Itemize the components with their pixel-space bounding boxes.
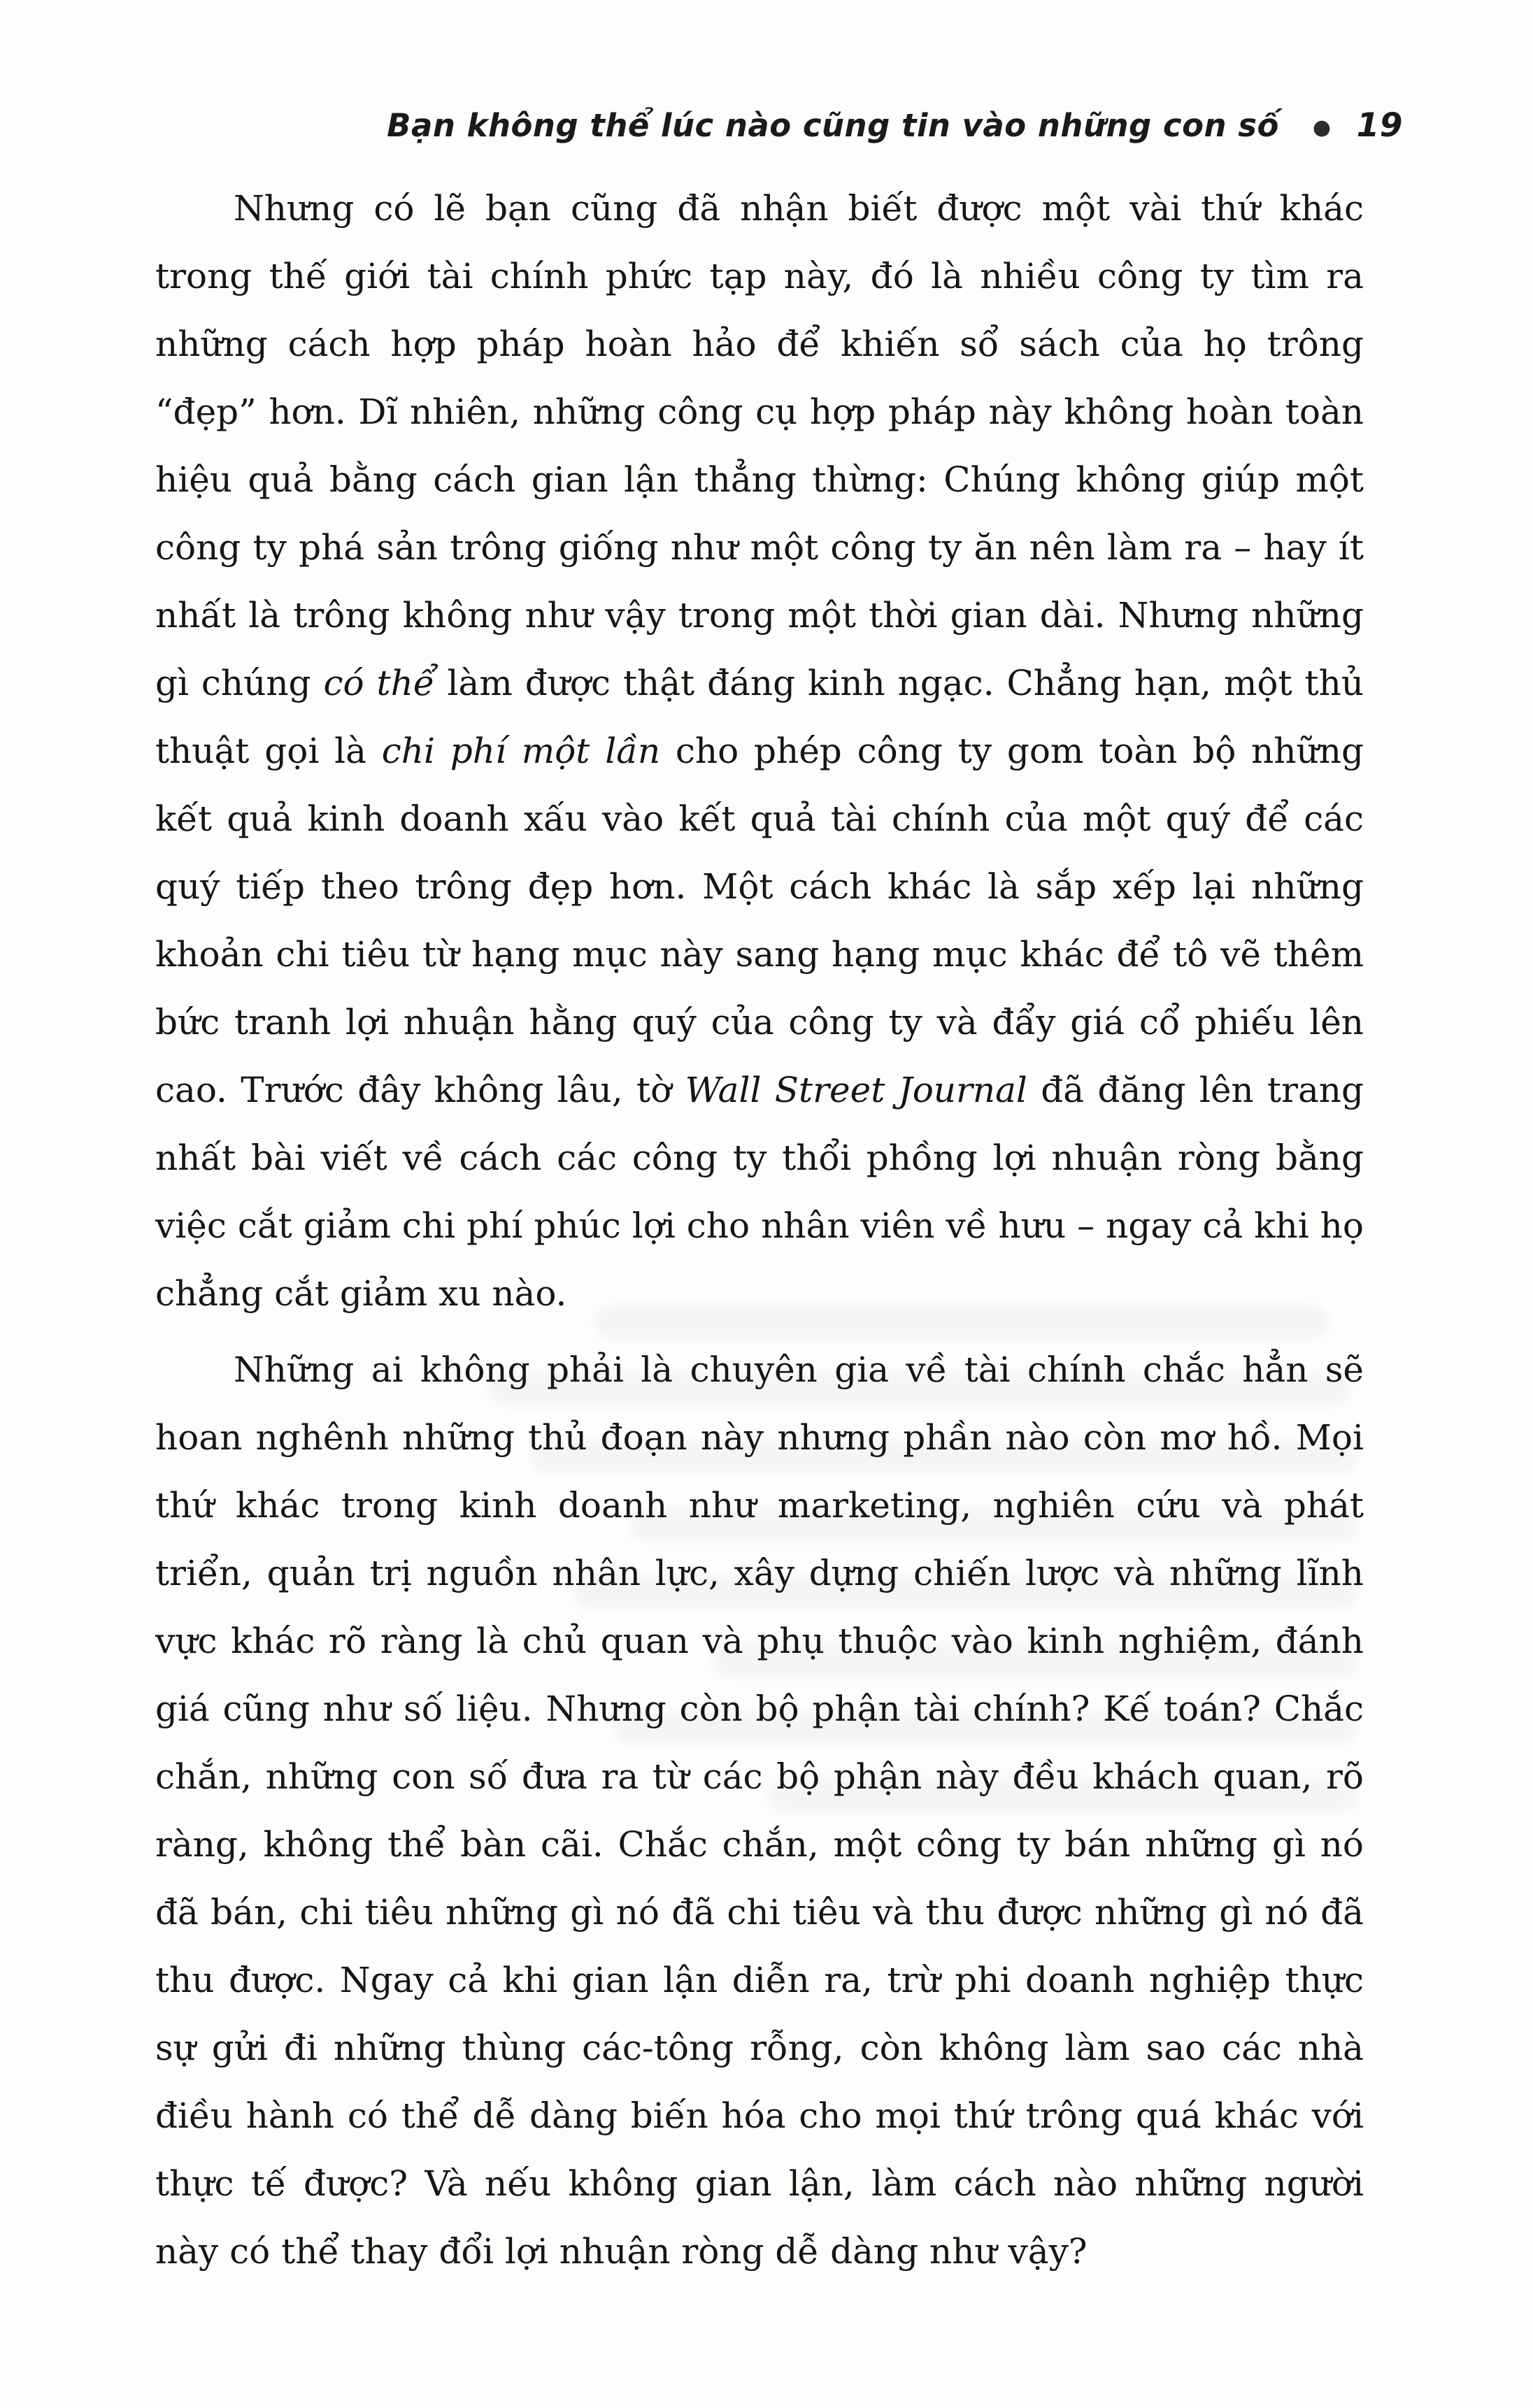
- page-header: [155, 106, 1403, 145]
- bullet-icon: ●: [1312, 115, 1332, 140]
- page-number: 19: [1356, 106, 1403, 145]
- page-body: [155, 175, 1364, 2286]
- text-run: Nhưng có lẽ bạn cũng đã nhận biết được một vài thứ khác trong thế giới tài chính phức tạp này, đó là nhiều công ty tìm ra những cách hợp pháp hoàn hảo để khiến sổ sách của họ trông “đẹp” hơn. Dĩ nhiên, những công cụ hợp pháp này không hoàn toàn hiệu quả bằng cách gian lận thẳng thừng: Chúng không giúp một công ty phá sản trông giống như một công ty ăn nên làm ra – hay ít nhất là trông không như vậy trong một thời gian dài. Nhưng những gì chúng: [155, 188, 1364, 703]
- paragraph: [155, 1336, 1364, 2286]
- text-run: làm được thật đáng kinh ngạc. Chẳng hạn, một thủ thuật gọi là: [155, 663, 1364, 771]
- text-run: cho phép công ty gom toàn bộ những kết quả kinh doanh xấu vào kết quả tài chính của một quý để các quý tiếp theo trông đẹp hơn. Một cách khác là sắp xếp lại những khoản chi tiêu từ hạng mục này sang hạng mục khác để tô vẽ thêm bức tranh lợi nhuận hằng quý của công ty và đẩy giá cổ phiếu lên cao. Trước đây không lâu, tờ: [155, 731, 1364, 1110]
- running-title: Bạn không thể lúc nào cũng tin vào những con số: [387, 107, 1279, 144]
- paragraph: [155, 175, 1364, 1328]
- italic-text-run: Wall Street Journal: [685, 1070, 1027, 1110]
- italic-text-run: có thể: [323, 663, 435, 703]
- text-run: đã đăng lên trang nhất bài viết về cách các công ty thổi phồng lợi nhuận ròng bằng việc cắt giảm chi phí phúc lợi cho nhân viên về hưu – ngay cả khi họ chẳng cắt giảm xu nào.: [155, 1070, 1364, 1314]
- italic-text-run: chi phí một lần: [381, 731, 661, 771]
- text-run: Những ai không phải là chuyên gia về tài chính chắc hẳn sẽ hoan nghênh những thủ đoạn này nhưng phần nào còn mơ hồ. Mọi thứ khác trong kinh doanh như marketing, nghiên cứu và phát triển, quản trị nguồn nhân lực, xây dựng chiến lược và những lĩnh vực khác rõ ràng là chủ quan và phụ thuộc vào kinh nghiệm, đánh giá cũng như số liệu. Nhưng còn bộ phận tài chính? Kế toán? Chắc chắn, những con số đưa ra từ các bộ phận này đều khách quan, rõ ràng, không thể bàn cãi. Chắc chắn, một công ty bán những gì nó đã bán, chi tiêu những gì nó đã chi tiêu và thu được những gì nó đã thu được. Ngay cả khi gian lận diễn ra, trừ phi doanh nghiệp thực sự gửi đi những thùng các-tông rỗng, còn không làm sao các nhà điều hành có thể dễ dàng biến hóa cho mọi thứ trông quá khác với thực tế được? Và nếu không gian lận, làm cách nào những người này có thể thay đổi lợi nhuận ròng dễ dàng như vậy?: [155, 1349, 1364, 2272]
